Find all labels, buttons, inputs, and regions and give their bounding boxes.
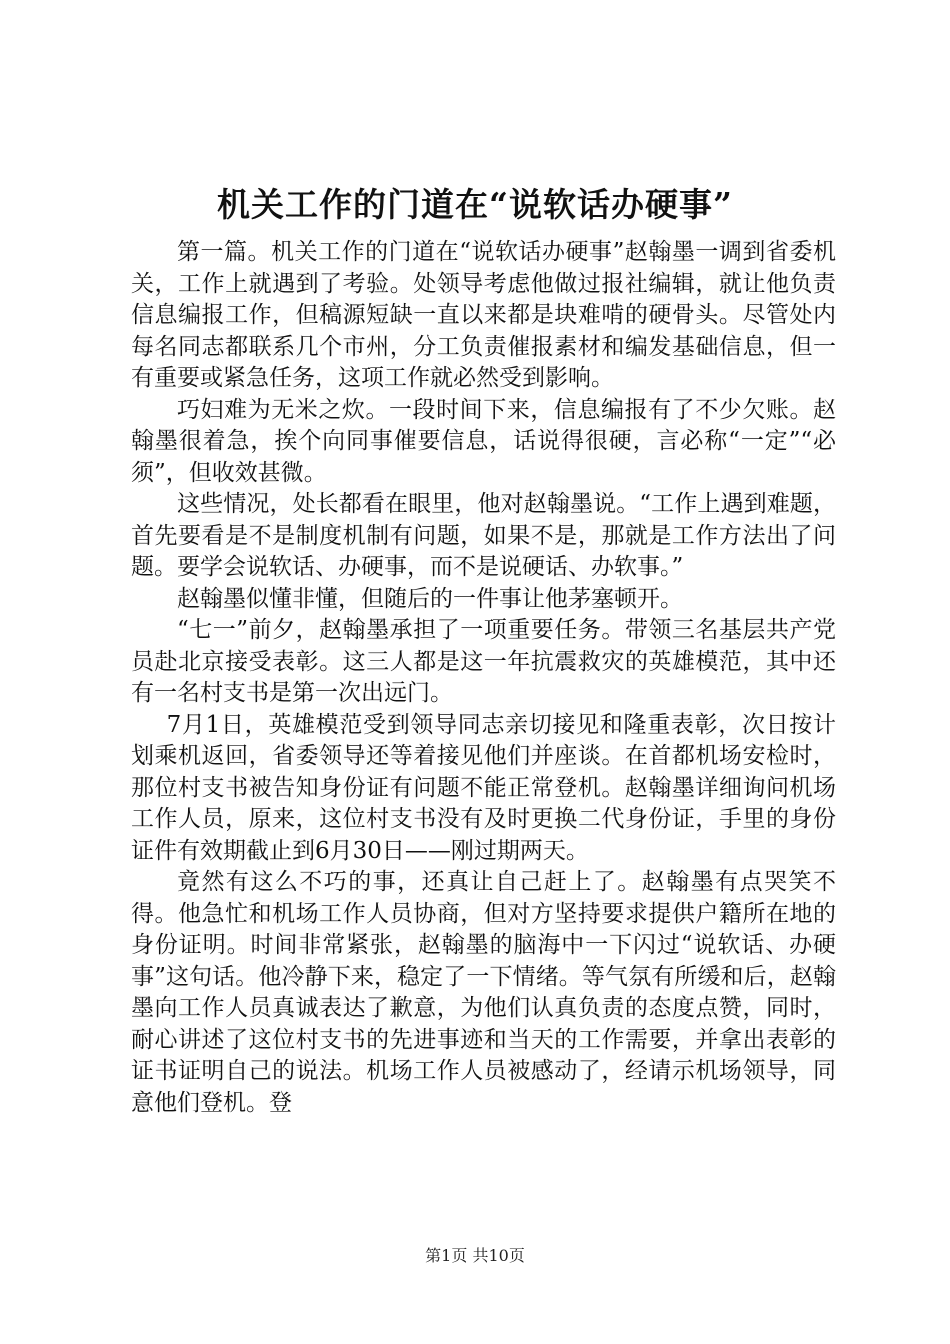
page-number: 第1页 (425, 1246, 468, 1265)
paragraph: 竟然有这么不巧的事，还真让自己赶上了。赵翰墨有点哭笑不得。他急忙和机场工作人员协商，但对方坚持要求提供户籍所在地的身份证明。时间非常紧张，赵翰墨的脑海中一下闪过“说软话、办硬事”这句话。他冷静下来，稳定了一下情绪。等气氛有所缓和后，赵翰墨向工作人员真诚表达了歉意，为他们认真负责的态度点赞，同时，耐心讲述了这位村支书的先进事迹和当天的工作需要，并拿出表彰的证书证明自己的说法。机场工作人员被感动了，经请示机场领导，同意他们登机。登 (131, 869, 836, 1116)
paragraph: 第一篇。机关工作的门道在“说软话办硬事”赵翰墨一调到省委机关，工作上就遇到了考验。处领导考虑他做过报社编辑，就让他负责信息编报工作，但稿源短缺一直以来都是块难啃的硬骨头。尽管处内每名同志都联系几个市州，分工负责催报素材和编发基础信息，但一有重要或紧急任务，这项工作就必然受到影响。 (131, 239, 836, 391)
paragraph: 这些情况，处长都看在眼里，他对赵翰墨说。“工作上遇到难题，首先要看是不是制度机制有问题，如果不是，那就是工作方法出了问题。要学会说软话、办硬事，而不是说硬话、办软事。” (131, 491, 836, 580)
paragraph: 赵翰墨似懂非懂，但随后的一件事让他茅塞顿开。 (177, 585, 683, 612)
page-footer (0, 1246, 950, 1266)
document-title: 机关工作的门道在“说软话办硬事” (217, 185, 733, 224)
page-total: 共10页 (472, 1246, 525, 1265)
document-body (131, 237, 836, 1119)
paragraph: 巧妇难为无米之炊。一段时间下来，信息编报有了不少欠账。赵翰墨很着急，挨个向同事催要信息，话说得很硬，言必称“一定”“必须”，但收效甚微。 (131, 396, 836, 486)
paragraph: 7月1日，英雄模范受到领导同志亲切接见和隆重表彰，次日按计划乘机返回，省委领导还等着接见他们并座谈。在首都机场安检时，那位村支书被告知身份证有问题不能正常登机。赵翰墨详细询问机场工作人员，原来，这位村支书没有及时更换二代身份证，手里的身份证件有效期截止到6月30日——刚过期两天。 (131, 711, 836, 864)
paragraph: “七一”前夕，赵翰墨承担了一项重要任务。带领三名基层共产党员赴北京接受表彰。这三人都是这一年抗震救灾的英雄模范，其中还有一名村支书是第一次出远门。 (131, 617, 836, 706)
